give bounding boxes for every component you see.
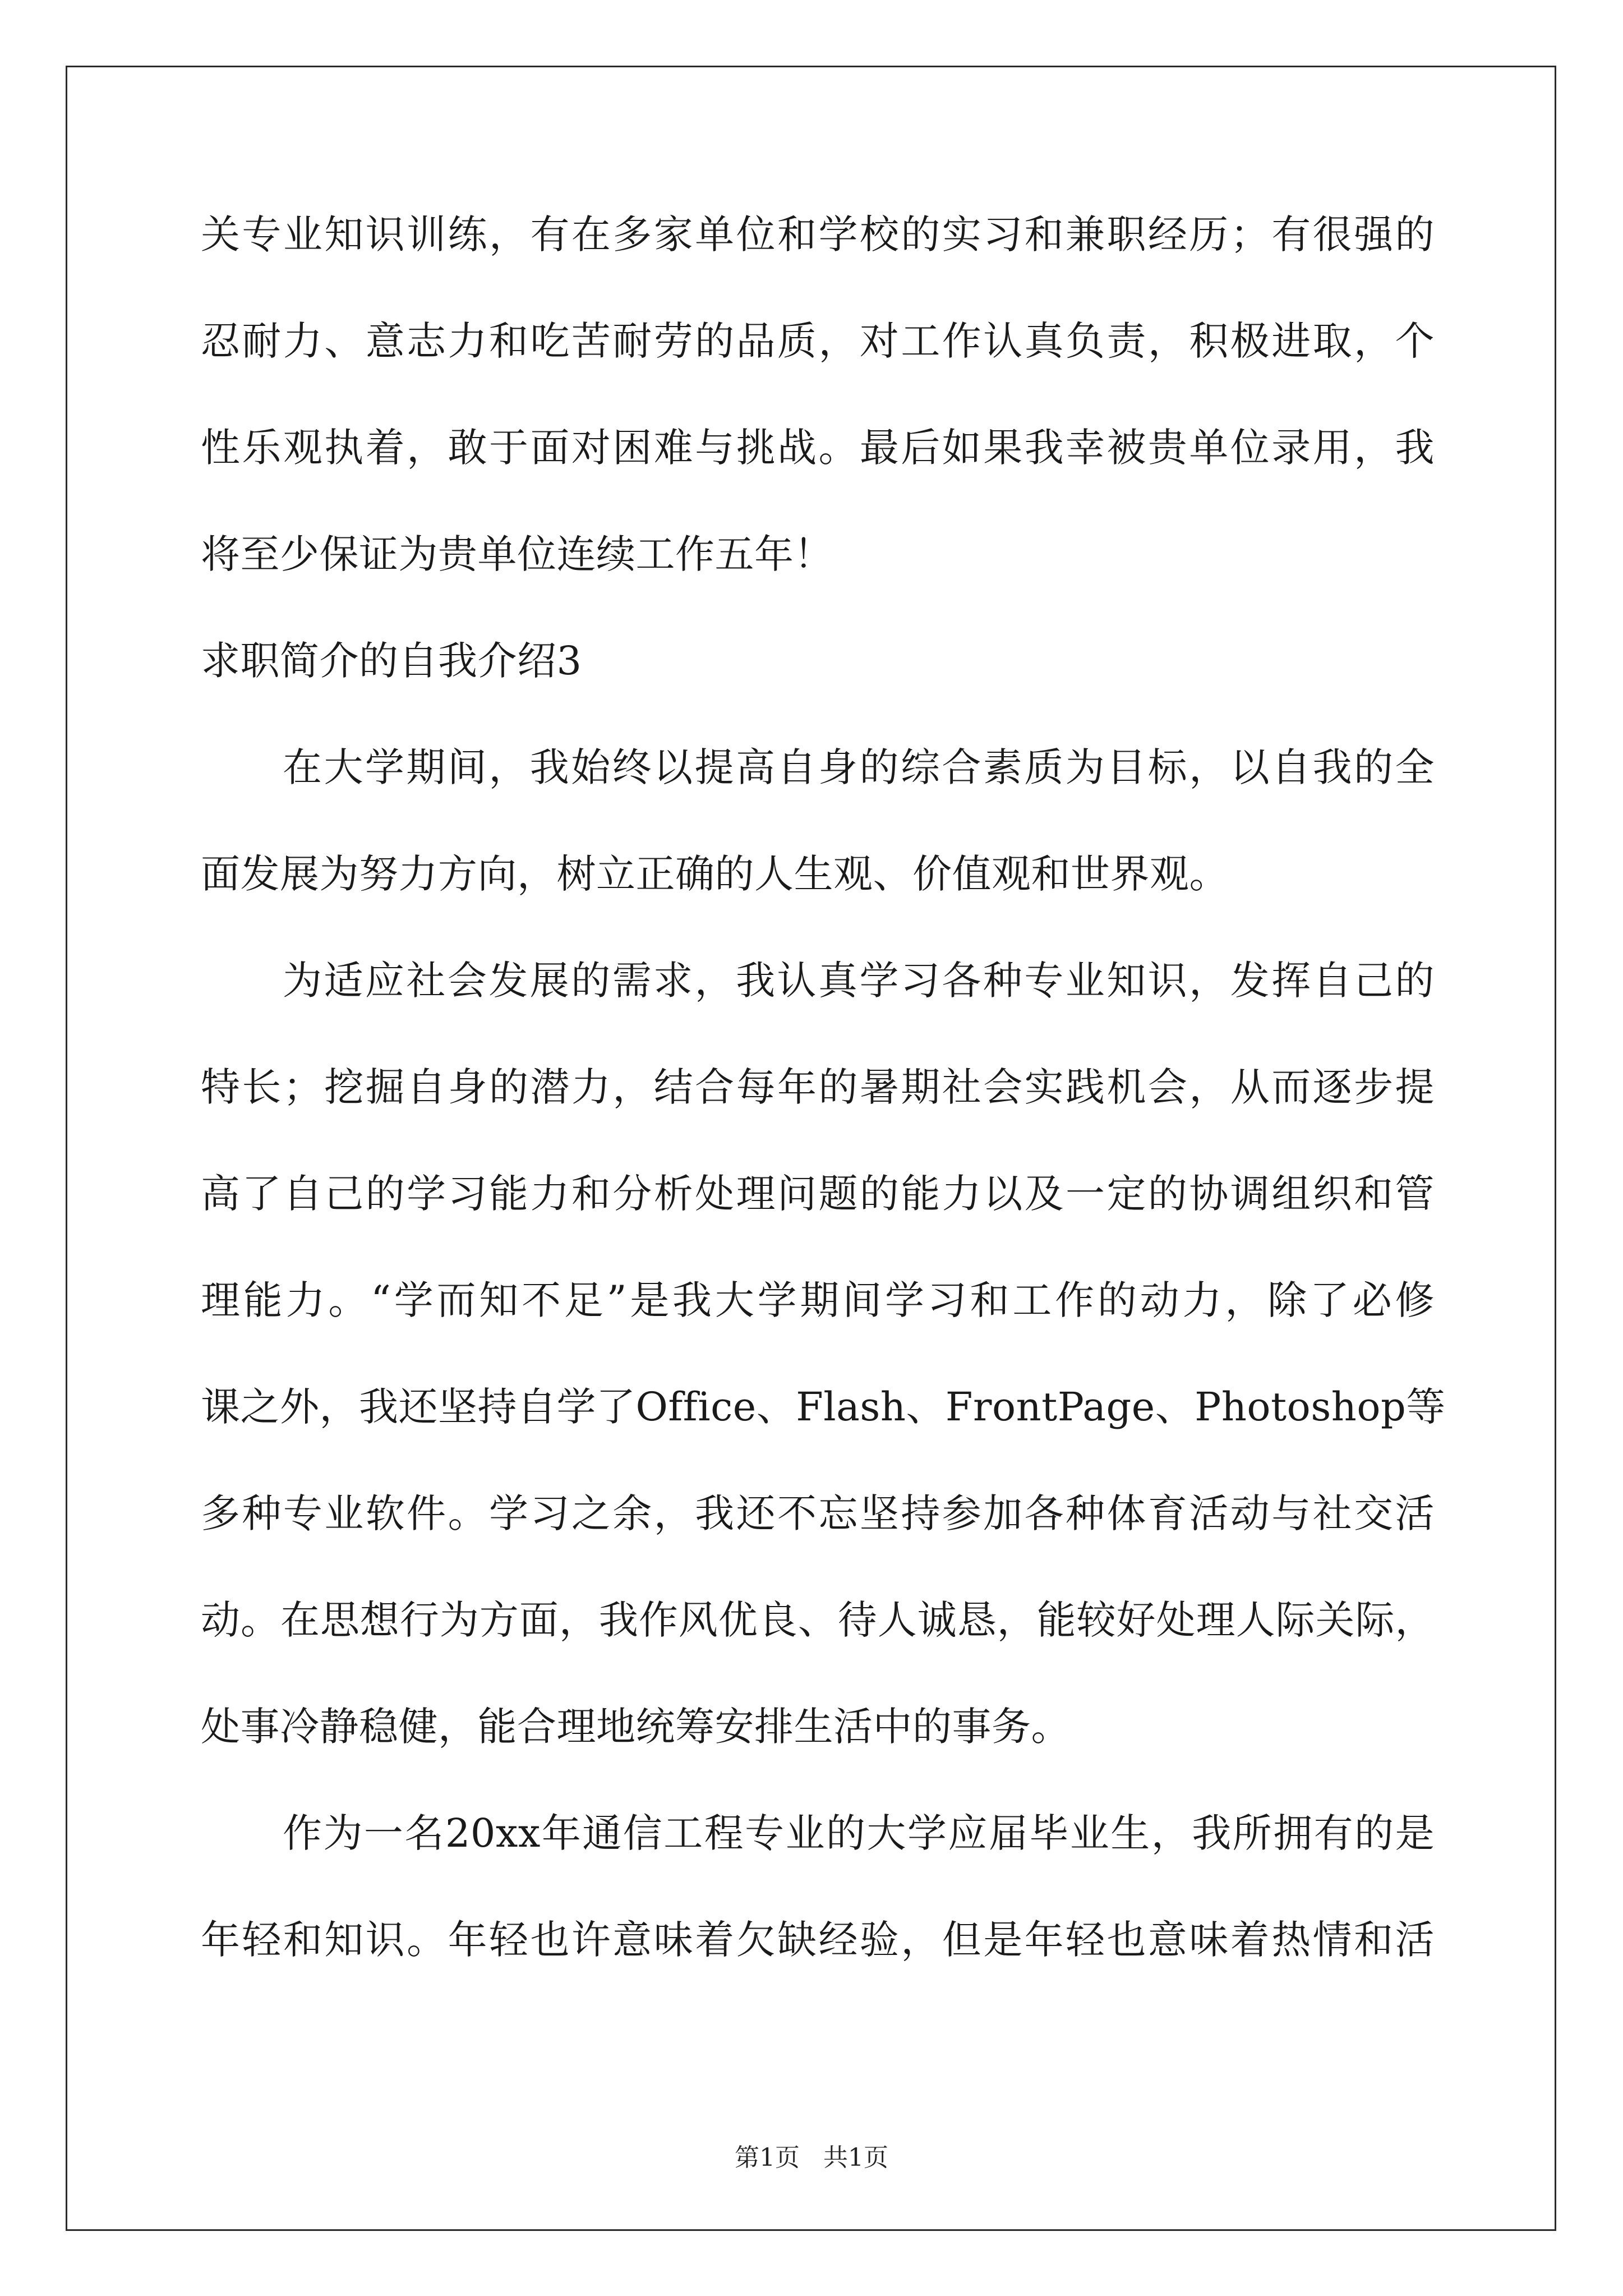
text-line: 为适应社会发展的需求，我认真学习各种专业知识，发挥自己的 — [283, 958, 1435, 1004]
section-title: 求职简介的自我介绍3 — [201, 638, 582, 684]
text-line: 动。在思想行为方面，我作风优良、待人诚恳，能较好处理人际关际， — [201, 1597, 1435, 1643]
text-line: 高了自己的学习能力和分析处理问题的能力以及一定的协调组织和管 — [201, 1171, 1435, 1217]
text-line: 理能力。“学而知不足”是我大学期间学习和工作的动力，除了必修 — [201, 1277, 1435, 1323]
text-line: 忍耐力、意志力和吃苦耐劳的品质，对工作认真负责，积极进取，个 — [201, 318, 1435, 364]
text-line: 在大学期间，我始终以提高自身的综合素质为目标，以自我的全 — [283, 744, 1435, 790]
text-line: 年轻和知识。年轻也许意味着欠缺经验，但是年轻也意味着热情和活 — [201, 1917, 1435, 1963]
text-line: 作为一名20xx年通信工程专业的大学应届毕业生，我所拥有的是 — [283, 1810, 1435, 1856]
page-number-footer: 第1页 共1页 — [735, 2143, 888, 2172]
text-line: 特长；挖掘自身的潜力，结合每年的暑期社会实践机会，从而逐步提 — [201, 1064, 1435, 1110]
text-line: 多种专业软件。学习之余，我还不忘坚持参加各种体育活动与社交活 — [201, 1490, 1435, 1536]
text-line: 面发展为努力方向，树立正确的人生观、价值观和世界观。 — [201, 851, 1229, 897]
text-line: 将至少保证为贵单位连续工作五年！ — [201, 531, 833, 577]
text-line: 关专业知识训练，有在多家单位和学校的实习和兼职经历；有很强的 — [201, 211, 1435, 257]
text-line: 课之外，我还坚持自学了Office、Flash、FrontPage、Photoshop等 — [201, 1384, 1446, 1430]
document-body — [201, 206, 1446, 2018]
text-line: 处事冷静稳健，能合理地统筹安排生活中的事务。 — [201, 1704, 1071, 1750]
text-line: 性乐观执着，敢于面对困难与挑战。最后如果我幸被贵单位录用，我 — [201, 425, 1435, 471]
